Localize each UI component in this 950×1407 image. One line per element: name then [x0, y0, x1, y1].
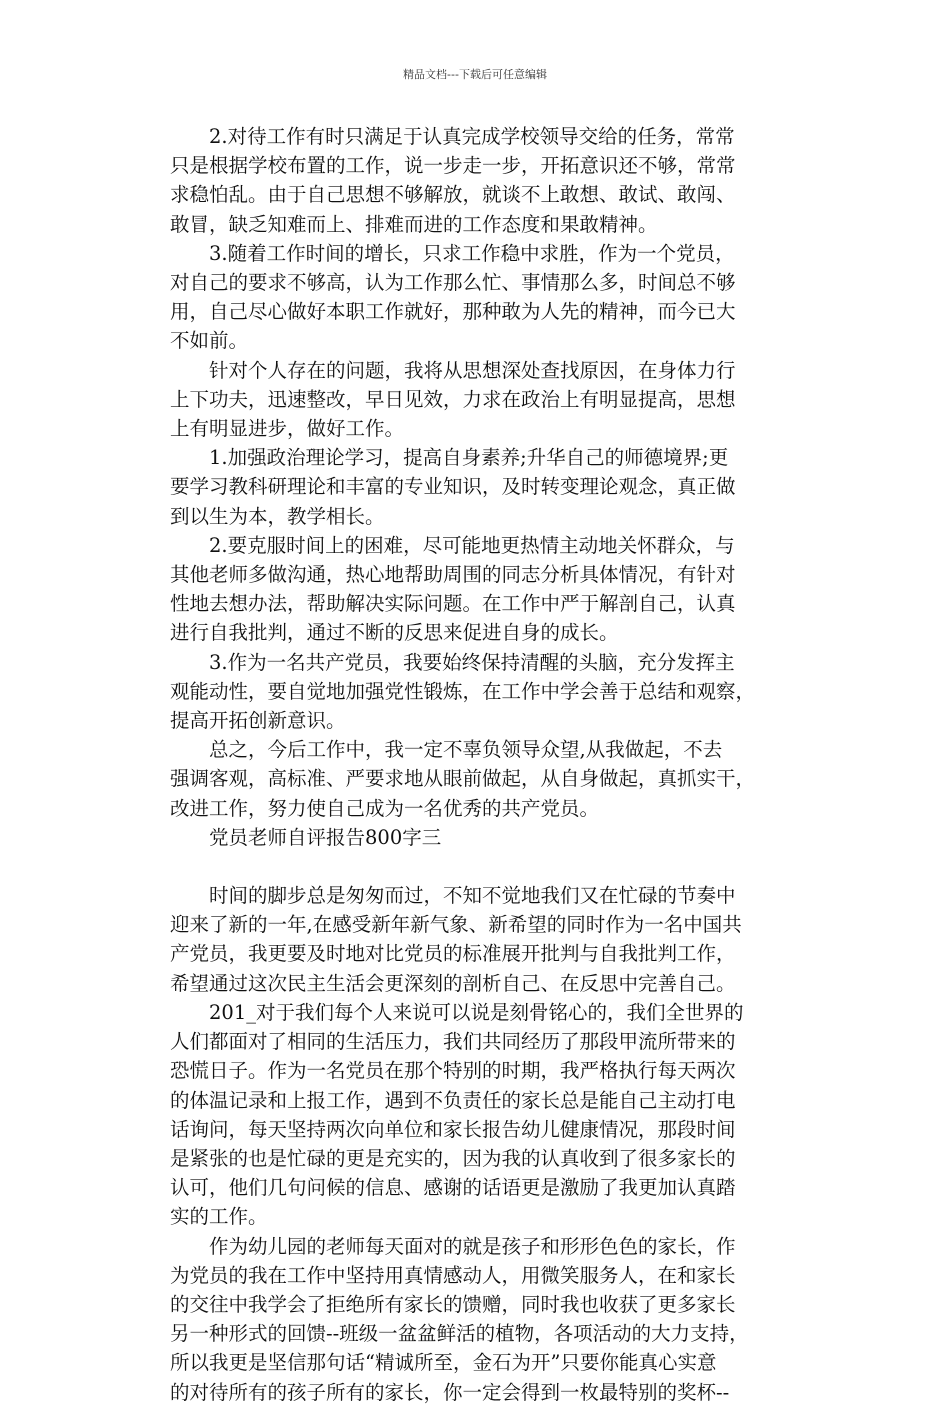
paragraph — [170, 356, 830, 444]
text-line: 其他老师多做沟通，热心地帮助周围的同志分析具体情况，有针对 — [170, 563, 736, 587]
text-line: 迎来了新的一年,在感受新年新气象、新希望的同时作为一名中国共 — [170, 913, 742, 937]
text-line: 提高开拓创新意识。 — [170, 709, 346, 733]
paragraph — [170, 881, 830, 998]
paragraph — [170, 443, 830, 531]
text-line: 是紧张的也是忙碌的更是充实的，因为我的认真收到了很多家长的 — [170, 1146, 736, 1170]
paragraph — [170, 735, 830, 823]
document-body — [170, 122, 830, 1407]
text-line: 的交往中我学会了拒绝所有家长的馈赠，同时我也收获了更多家长 — [170, 1292, 736, 1316]
text-line: 要学习教科研理论和丰富的专业知识，及时转变理论观念，真正做 — [170, 475, 736, 499]
text-line: 不如前。 — [170, 329, 249, 353]
paragraph — [170, 1232, 830, 1407]
text-line: 强调客观，高标准、严要求地从眼前做起，从自身做起，真抓实干， — [170, 767, 756, 791]
section-1 — [170, 122, 830, 852]
text-line: 的体温记录和上报工作，遇到不负责任的家长总是能自己主动打电 — [170, 1088, 736, 1112]
text-line: 产党员，我更要及时地对比党员的标准展开批判与自我批判工作， — [170, 942, 736, 966]
text-line: 只是根据学校布置的工作，说一步走一步，开拓意识还不够，常常 — [170, 154, 736, 178]
text-line: 人们都面对了相同的生活压力，我们共同经历了那段甲流所带来的 — [170, 1030, 736, 1054]
text-line: 的对待所有的孩子所有的家长，你一定会得到一枚最特别的奖杯-- — [170, 1380, 730, 1404]
text-line: 2.对待工作有时只满足于认真完成学校领导交给的任务，常常 — [209, 125, 735, 148]
text-line: 进行自我批判，通过不断的反思来促进自身的成长。 — [170, 621, 619, 645]
text-line: 改进工作，努力使自己成为一名优秀的共产党员。 — [170, 796, 600, 820]
text-line: 1.加强政治理论学习，提高自身素养;升华自己的师德境界;更 — [209, 446, 729, 470]
paragraph — [170, 998, 830, 1232]
text-line: 为党员的我在工作中坚持用真情感动人，用微笑服务人，在和家长 — [170, 1263, 736, 1287]
text-line: 201_对于我们每个人来说可以说是刻骨铭心的，我们全世界的 — [209, 1000, 744, 1024]
text-line: 敢冒，缺乏知难而上、排难而进的工作态度和果敢精神。 — [170, 212, 658, 236]
text-line: 求稳怕乱。由于自己思想不够解放，就谈不上敢想、敢试、敢闯、 — [170, 183, 736, 207]
text-line: 性地去想办法，帮助解决实际问题。在工作中严于解剖自己，认真 — [170, 592, 736, 616]
section-2 — [170, 881, 830, 1407]
paragraph — [170, 122, 830, 239]
text-line: 上有明显进步，做好工作。 — [170, 417, 405, 441]
text-line: 另一种形式的回馈--班级一盆盆鲜活的植物，各项活动的大力支持， — [170, 1322, 749, 1346]
text-line: 3.作为一名共产党员，我要始终保持清醒的头脑，充分发挥主 — [209, 650, 735, 674]
page-header: 精品文档---下载后可任意编辑 — [403, 68, 547, 81]
text-line: 总之，今后工作中，我一定不辜负领导众望,从我做起，不去 — [209, 738, 723, 762]
text-line: 观能动性，要自觉地加强党性锻炼，在工作中学会善于总结和观察， — [170, 679, 756, 703]
text-line: 实的工作。 — [170, 1205, 268, 1229]
text-line: 时间的脚步总是匆匆而过，不知不觉地我们又在忙碌的节奏中 — [209, 884, 736, 908]
text-line: 针对个人存在的问题，我将从思想深处查找原因，在身体力行 — [209, 358, 736, 382]
text-line: 作为幼儿园的老师每天面对的就是孩子和形形色色的家长，作 — [209, 1234, 736, 1258]
text-line: 3.随着工作时间的增长，只求工作稳中求胜，作为一个党员， — [209, 241, 735, 265]
text-line: 上下功夫，迅速整改，早日见效，力求在政治上有明显提高，思想 — [170, 387, 736, 411]
text-line: 对自己的要求不够高，认为工作那么忙、事情那么多，时间总不够 — [170, 271, 736, 295]
paragraph — [170, 239, 830, 356]
paragraph — [170, 531, 830, 648]
text-line: 2.要克服时间上的困难，尽可能地更热情主动地关怀群众，与 — [209, 533, 735, 557]
text-line: 恐慌日子。作为一名党员在那个特别的时期，我严格执行每天两次 — [170, 1059, 736, 1083]
text-line: 认可，他们几句问候的信息、感谢的话语更是激励了我更加认真踏 — [170, 1176, 736, 1200]
paragraph — [170, 823, 830, 852]
text-line: 希望通过这次民主生活会更深刻的剖析自己、在反思中完善自己。 — [170, 971, 736, 995]
text-line: 党员老师自评报告800字三 — [209, 825, 442, 849]
text-line: 用，自己尽心做好本职工作就好，那种敢为人先的精神，而今已大 — [170, 300, 736, 324]
blank-line — [170, 852, 830, 881]
paragraph — [170, 648, 830, 736]
text-line: 到以生为本，教学相长。 — [170, 504, 385, 528]
text-line: 所以我更是坚信那句话“精诚所至，金石为开”只要你能真心实意 — [170, 1351, 717, 1375]
text-line: 话询问，每天坚持两次向单位和家长报告幼儿健康情况，那段时间 — [170, 1117, 736, 1141]
